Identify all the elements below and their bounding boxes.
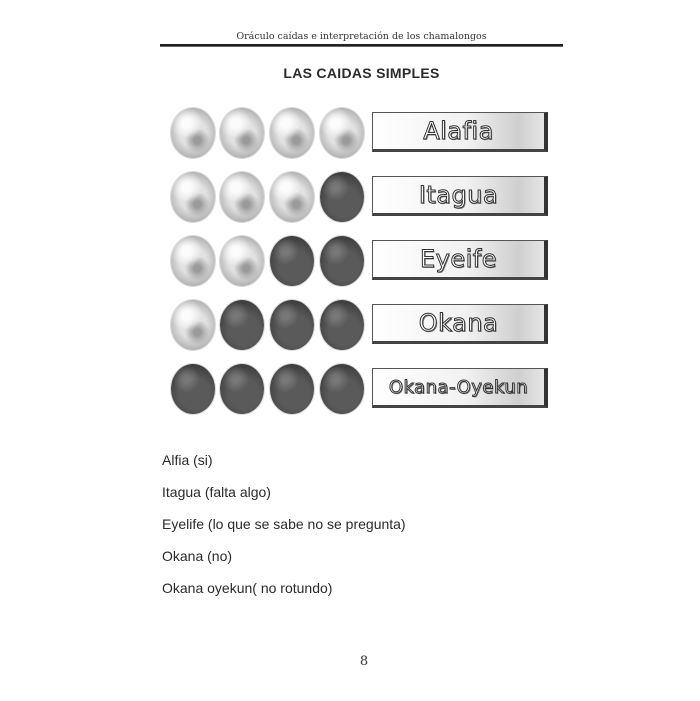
coin-icon	[220, 300, 264, 350]
fall-row	[0, 300, 700, 360]
fall-row	[0, 108, 700, 168]
coin-icon	[320, 172, 364, 222]
page-number: 8	[359, 654, 369, 669]
fall-row	[0, 236, 700, 296]
coin-icon	[220, 364, 264, 414]
coin-icon	[270, 172, 314, 222]
coin-icon	[320, 300, 364, 350]
coin-icon	[270, 364, 314, 414]
meaning-item: Alfia (si)	[162, 452, 213, 468]
coin-icon	[220, 236, 264, 286]
coin-icon	[320, 236, 364, 286]
fall-row	[0, 172, 700, 232]
meaning-item: Eyelife (lo que se sabe no se pregunta)	[162, 516, 406, 532]
meaning-item: Itagua (falta algo)	[162, 484, 271, 500]
meanings-list	[162, 450, 406, 610]
coin-icon	[320, 108, 364, 158]
meaning-item: Okana oyekun( no rotundo)	[162, 580, 333, 596]
fall-row	[0, 364, 700, 424]
fall-label-box	[372, 112, 548, 152]
coin-icon	[270, 236, 314, 286]
coin-icon	[270, 108, 314, 158]
coin-icon	[171, 108, 215, 158]
fall-label-box	[372, 368, 548, 408]
coin-icon	[171, 236, 215, 286]
coin-icon	[171, 364, 215, 414]
section-title: LAS CAIDAS SIMPLES	[283, 65, 440, 81]
coin-icon	[320, 364, 364, 414]
fall-label-box	[372, 304, 548, 344]
fall-label-box	[372, 176, 548, 216]
meaning-item: Okana (no)	[162, 548, 233, 564]
running-header: Oráculo caídas e interpretación de los chamalongos	[236, 31, 487, 42]
header-rule	[160, 44, 563, 47]
fall-label: Alafia	[423, 117, 494, 145]
coin-icon	[270, 300, 314, 350]
fall-label: Eyeife	[419, 245, 497, 273]
coin-icon	[220, 172, 264, 222]
coin-icon	[171, 300, 215, 350]
fall-label: Okana-Oyekun	[388, 376, 529, 398]
coin-icon	[171, 172, 215, 222]
coin-icon	[220, 108, 264, 158]
fall-label: Okana	[418, 309, 499, 337]
fall-label: Itagua	[418, 181, 499, 209]
fall-label-box	[372, 240, 548, 280]
